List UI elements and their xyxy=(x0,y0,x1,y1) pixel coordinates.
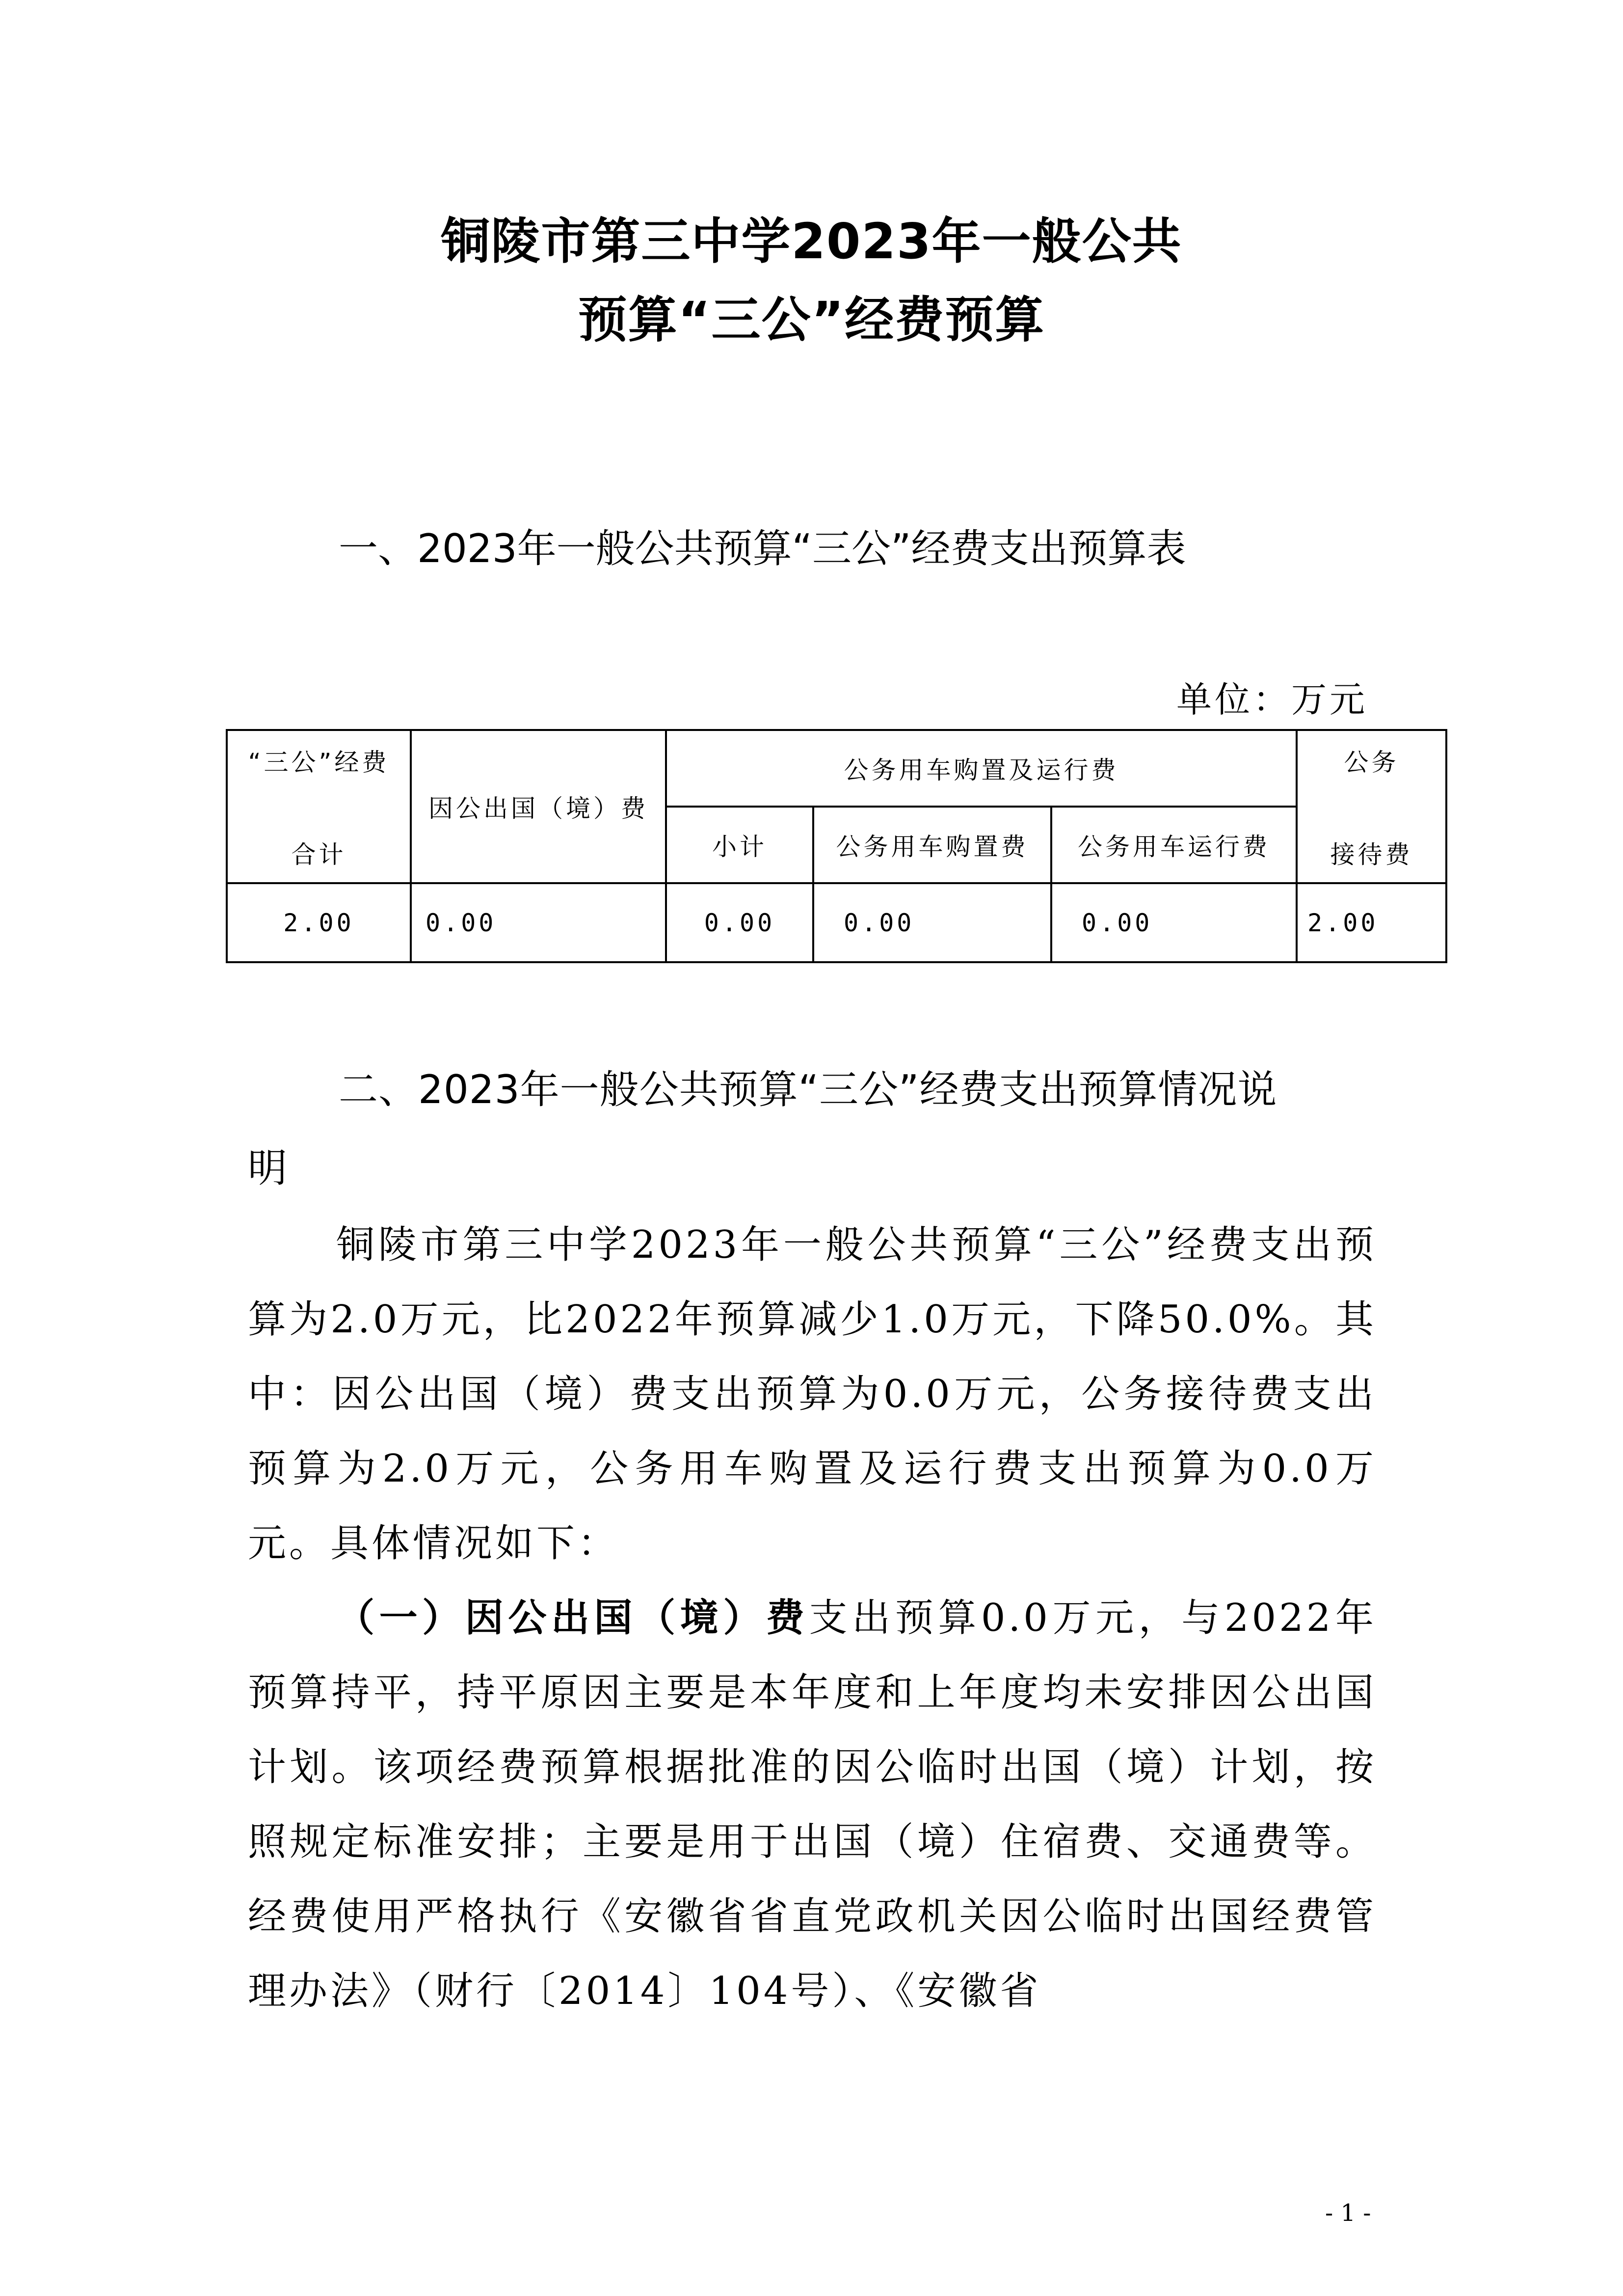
document-title-line-2: 预算“三公”经费预算 xyxy=(578,291,1045,349)
unit-label: 单位：万元 xyxy=(1176,679,1368,720)
header-vehicle-operation: 公务用车运行费 xyxy=(1051,807,1297,883)
header-reception-line-1: 公务 xyxy=(1344,748,1399,777)
cell-subtotal: 0.00 xyxy=(666,883,813,962)
table-header-row xyxy=(227,730,1446,807)
cell-abroad: 0.00 xyxy=(411,883,666,962)
page-number: - 1 - xyxy=(1325,2199,1371,2227)
cell-vehicle-operation: 0.00 xyxy=(1051,883,1297,962)
header-vehicle-group: 公务用车购置及运行费 xyxy=(666,730,1297,807)
header-reception xyxy=(1297,730,1446,883)
header-abroad: 因公出国（境）费 xyxy=(411,730,666,883)
budget-table xyxy=(226,729,1447,963)
header-total xyxy=(227,730,411,883)
paragraph-abroad-lead: （一）因公出国（境）费 xyxy=(336,1596,809,1640)
paragraph-summary: 铜陵市第三中学2023年一般公共预算“三公”经费支出预算为2.0万元，比2022年预算减少1.0万元，下降50.0%。其中：因公出国（境）费支出预算为0.0万元，公务接待费支出预算为2.0万元，公务用车购置及运行费支出预算为0.0万元。具体情况如下： xyxy=(248,1223,1377,1566)
header-vehicle-purchase: 公务用车购置费 xyxy=(813,807,1051,883)
cell-reception: 2.00 xyxy=(1297,883,1446,962)
paragraph-abroad-text: 支出预算0.0万元，与2022年预算持平，持平原因主要是本年度和上年度均未安排因公出国计划。该项经费预算根据批准的因公临时出国（境）计划，按照规定标准安排；主要是用于出国（境）住宿费、交通费等。经费使用严格执行《安徽省省直党政机关因公临时出国经费管理办法》（财行〔2014〕104号）、《安徽省 xyxy=(248,1596,1377,2013)
paragraph-abroad xyxy=(248,1581,1377,2028)
table-row xyxy=(227,883,1446,962)
header-subtotal: 小计 xyxy=(666,807,813,883)
section-2-heading-continuation: 明 xyxy=(248,1145,287,1191)
document-title-line-1: 铜陵市第三中学2023年一般公共 xyxy=(441,213,1182,270)
header-reception-line-2: 接待费 xyxy=(1330,840,1413,869)
header-total-line-1: “三公”经费 xyxy=(248,748,390,777)
cell-total: 2.00 xyxy=(227,883,411,962)
section-1-heading: 一、2023年一般公共预算“三公”经费支出预算表 xyxy=(339,526,1186,571)
cell-vehicle-purchase: 0.00 xyxy=(813,883,1051,962)
header-total-line-2: 合计 xyxy=(291,840,346,869)
section-2-heading: 二、2023年一般公共预算“三公”经费支出预算情况说 xyxy=(339,1067,1277,1112)
